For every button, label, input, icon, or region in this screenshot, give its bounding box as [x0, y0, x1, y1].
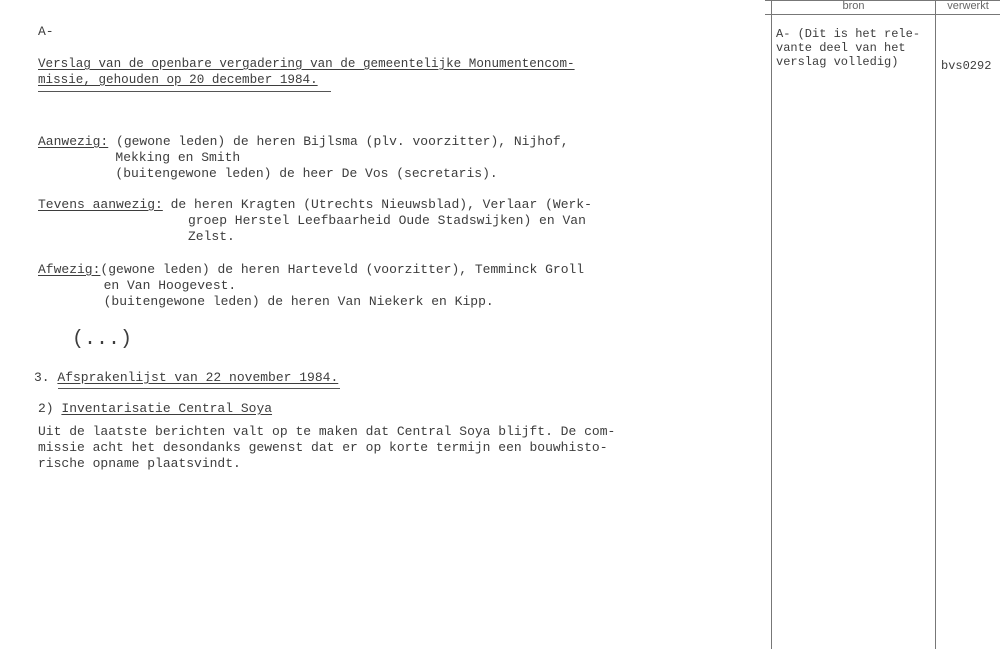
- afwezig-line-3: (buitengewone leden) de heren Van Niekerk en Kipp.: [88, 294, 494, 309]
- body-line-2: missie acht het desondanks gewenst dat er op korte termijn een bouwhisto-: [38, 440, 608, 455]
- bron-column-left-border: [771, 0, 772, 649]
- bron-note-line-3: verslag volledig): [776, 55, 899, 69]
- afwezig-line-2: en Van Hoogevest.: [88, 278, 237, 293]
- tevens-line-3: Zelst.: [188, 229, 235, 244]
- afwezig-label: Afwezig:: [38, 262, 101, 277]
- aanwezig-line-2: Mekking en Smith: [92, 150, 241, 165]
- tevens-line-2: groep Herstel Leefbaarheid Oude Stadswijken) en Van: [188, 213, 586, 228]
- title-double-underline: [38, 91, 331, 92]
- body-line-3: rische opname plaatsvindt.: [38, 456, 241, 471]
- afwezig-line-1: [38, 262, 584, 278]
- section-title-double-underline: [58, 388, 340, 389]
- body-line-1: Uit de laatste berichten valt op te maken dat Central Soya blijft. De com-: [38, 424, 616, 439]
- verwerkt-code: bvs0292: [941, 59, 992, 73]
- tevens-label: Tevens aanwezig:: [38, 197, 163, 212]
- aanwezig-label: Aanwezig:: [38, 134, 109, 149]
- item-title: Inventarisatie Central Soya: [61, 401, 273, 416]
- tevens-line-1: [38, 197, 592, 213]
- section-title: Afsprakenlijst van 22 november 1984.: [57, 370, 339, 385]
- tevens-text-1: de heren Kragten (Utrechts Nieuwsblad), Verlaar (Werk-: [162, 197, 592, 212]
- verwerkt-column-left-border: [935, 0, 936, 649]
- section-heading: [34, 370, 338, 386]
- bron-note-line-1: A- (Dit is het rele-: [776, 27, 921, 41]
- document-mark: A-: [38, 24, 54, 39]
- bron-note-line-2: vante deel van het: [776, 41, 906, 55]
- afwezig-text-1: (gewone leden) de heren Harteveld (voorzitter), Temminck Groll: [100, 262, 585, 277]
- verwerkt-header: verwerkt: [947, 0, 989, 12]
- aanwezig-line-3: (buitengewone leden) de heer De Vos (secretaris).: [92, 166, 498, 181]
- item-heading: [38, 401, 272, 417]
- title-line-2: missie, gehouden op 20 december 1984.: [38, 73, 318, 87]
- aanwezig-text-1: (gewone leden) de heren Bijlsma (plv. voorzitter), Nijhof,: [108, 134, 569, 149]
- title-line-1: Verslag van de openbare vergadering van de gemeentelijke Monumentencom-: [38, 57, 575, 71]
- omission-ellipsis: (...): [72, 328, 133, 351]
- item-number: 2): [38, 401, 62, 416]
- section-number: 3.: [34, 370, 58, 385]
- bron-header: bron: [842, 0, 865, 12]
- aanwezig-line-1: [38, 134, 569, 150]
